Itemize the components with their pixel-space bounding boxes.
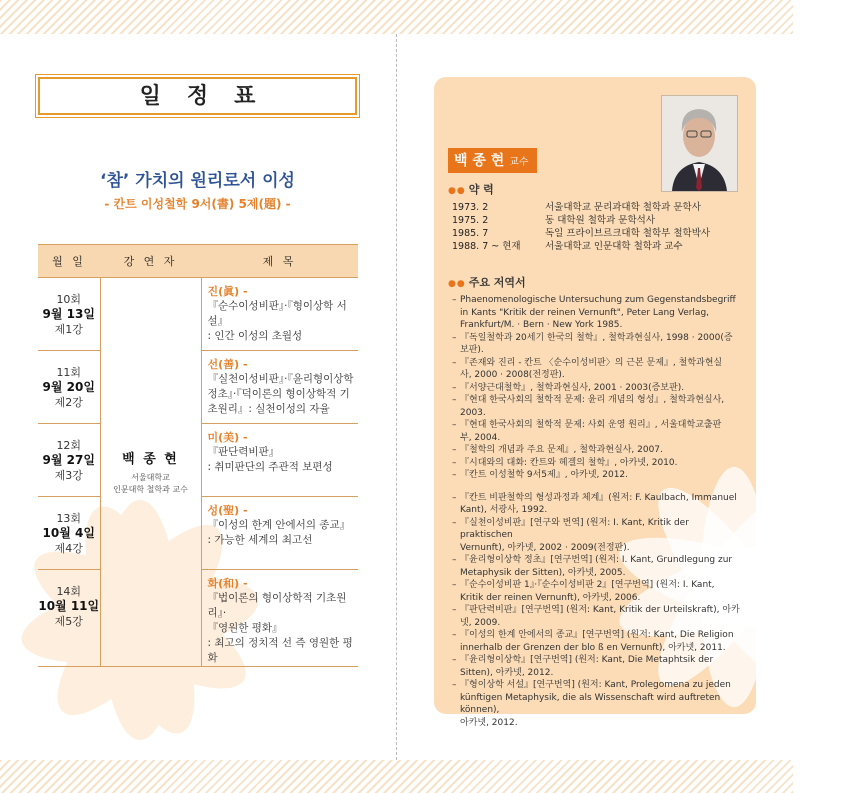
lecturer-name: 백 종 현	[122, 452, 179, 467]
work-entry-text	[460, 554, 732, 579]
work-entry-line: 『형이상학 서설』[연구번역] (원저: Kant, Prolegomena zu jeden	[460, 680, 731, 690]
topic-text-line: 『법이론의 형이상학적 기초원리』·	[207, 592, 347, 619]
topic-text-line: 초원리』: 실천이성의 자율	[207, 403, 330, 415]
dash-bullet-icon: –	[452, 517, 457, 528]
session-topic-cell	[201, 351, 358, 424]
work-entry-text	[460, 517, 744, 555]
dash-bullet-icon: –	[452, 470, 457, 480]
works-heading-text: 주요 저역서	[468, 276, 526, 289]
work-entry	[452, 444, 744, 457]
topic-theme: 성(聖) -	[207, 504, 248, 517]
work-entry-line: 『철학의 개념과 주요 문제』, 철학과현실사, 2007.	[460, 445, 663, 455]
list-item	[452, 240, 710, 253]
work-entry-line: Sitten), 아카넷, 2012.	[460, 667, 554, 678]
topic-text-line: 정초』·『덕이론의 형이상학적 기	[207, 388, 350, 400]
session-date: 10월 4일	[42, 526, 95, 540]
career-desc: 서울대학교 문리과대학 철학과 문학사	[545, 202, 701, 213]
topic-theme: 선(善) -	[207, 358, 248, 371]
decorative-stripe-bottom	[0, 760, 793, 793]
table-row	[38, 278, 358, 351]
work-entry-text	[460, 679, 744, 729]
topic-text-line: : 가능한 세계의 최고선	[207, 534, 313, 546]
dash-bullet-icon: –	[452, 680, 457, 690]
career-desc: 서울대학교 인문대학 철학과 교수	[545, 241, 683, 252]
schedule-table	[38, 244, 358, 667]
work-entry-line: 『서양근대철학』, 철학과현실사, 2001 · 2003(증보판).	[460, 382, 685, 393]
work-entry	[452, 469, 744, 482]
session-topic-cell	[201, 424, 358, 497]
work-entry	[452, 554, 744, 579]
session-date-cell	[38, 351, 100, 424]
career-heading	[448, 181, 494, 197]
dash-bullet-icon: –	[452, 332, 457, 343]
work-entry	[452, 382, 744, 395]
decorative-stripe-top	[0, 0, 793, 34]
work-entry-text	[460, 654, 713, 679]
page-title: 일정표	[38, 77, 357, 115]
work-entry-line: 『칸트 이성철학 9서5제』, 아카넷, 2012.	[460, 470, 629, 480]
work-entry-text	[460, 579, 715, 604]
session-date: 9월 13일	[42, 307, 95, 321]
topic-text-line: 『판단력비판』	[207, 446, 280, 458]
work-entry	[452, 492, 744, 517]
work-entry-text	[460, 469, 628, 482]
career-desc: 동 대학원 철학과 문학석사	[545, 215, 656, 226]
session-number: 10회	[56, 293, 82, 306]
career-year: 1973. 2	[452, 202, 489, 213]
career-heading-text: 약 력	[468, 183, 494, 196]
profile-name-tag	[448, 148, 537, 173]
works-heading	[448, 274, 526, 290]
lecture-number: 제1강	[54, 323, 83, 336]
dash-bullet-icon: –	[452, 445, 457, 455]
dash-bullet-icon: –	[452, 555, 457, 565]
work-entry-text	[460, 419, 721, 444]
work-entry	[452, 629, 744, 654]
work-entry	[452, 654, 744, 679]
work-entry-line: 아카넷, 2012.	[460, 717, 518, 728]
session-number: 13회	[56, 512, 82, 525]
work-entry-line: 『이성의 한계 안에서의 종교』[연구번역] (원저: Kant, Die Religion	[460, 630, 734, 640]
topic-text-line: 『이성의 한계 안에서의 종교』	[207, 519, 351, 531]
work-entry-line: 2003.	[460, 407, 486, 418]
work-entry-text	[460, 357, 722, 382]
dash-bullet-icon: –	[452, 655, 457, 665]
bullet-dots-icon: ●●	[448, 186, 466, 196]
header-date: 월 일	[38, 245, 100, 278]
work-entry	[452, 579, 744, 604]
schedule-header-row	[38, 245, 358, 278]
session-date-cell	[38, 424, 100, 497]
work-entry-text	[460, 394, 724, 419]
page-fold-line	[396, 34, 397, 760]
work-entry-line: 『존재와 진리 - 칸트 〈순수이성비판〉의 근본 문제』, 철학과현실	[460, 357, 723, 368]
dash-bullet-icon: –	[452, 395, 457, 405]
session-date: 9월 20일	[42, 380, 95, 394]
topic-text-line: : 인간 이성의 초월성	[207, 330, 303, 342]
work-entry	[452, 679, 744, 729]
work-entry-line: 『윤리형이상학 정초』[연구번역] (원저: I. Kant, Grundlegung zur	[460, 555, 733, 565]
career-year: 1988. 7 ~ 현재	[452, 241, 521, 252]
work-entry-text	[460, 492, 737, 517]
dash-bullet-icon: –	[452, 630, 457, 640]
profile-name: 백 종 현	[454, 153, 505, 169]
profile-title-suffix: 교수	[509, 157, 529, 168]
session-number: 12회	[56, 439, 82, 452]
topic-text-line: 『영원한 평화』	[207, 622, 283, 634]
work-entry-line: Phaenomenologische Untersuchung zum Gegenstandsbegriff	[460, 295, 736, 305]
work-entry-line: Vernunft), 아카넷, 2002 · 2009(전정판).	[460, 542, 630, 553]
work-entry-text	[460, 294, 736, 332]
header-lecturer: 강 연 자	[100, 245, 201, 278]
lecture-series-title: ‘참’ 가치의 원리로서 이성	[100, 171, 295, 191]
work-entry-text	[460, 457, 677, 470]
work-entry-line: 보판).	[460, 345, 484, 355]
dash-bullet-icon: –	[452, 382, 457, 393]
work-entry-text	[460, 332, 733, 357]
topic-text-line: : 최고의 정치적 선 즉 영원한 평화	[207, 637, 353, 664]
dash-bullet-icon: –	[452, 492, 457, 503]
lecture-number: 제5강	[54, 615, 83, 628]
work-entry	[452, 332, 744, 357]
work-entry	[452, 457, 744, 470]
dash-bullet-icon: –	[452, 580, 457, 590]
work-entry-line: 『현대 한국사회의 철학적 문제: 윤리 개념의 형성』, 철학과현실사,	[460, 395, 725, 405]
topic-theme: 화(和) -	[207, 577, 248, 590]
topic-text-line: : 취미판단의 주관적 보편성	[207, 461, 333, 473]
career-year: 1975. 2	[452, 215, 489, 226]
work-entry-line: 『판단력비판』[연구번역] (원저: Kant, Kritik der Urteilskraft), 아카	[460, 605, 740, 615]
lecturer-affiliation-line: 인문대학 철학과 교수	[113, 485, 188, 494]
work-entry-line: Metaphysik der Sitten), 아카넷, 2005.	[460, 567, 626, 578]
session-topic-cell	[201, 278, 358, 351]
work-entry-text	[460, 604, 740, 629]
dash-bullet-icon: –	[452, 295, 457, 305]
works-group-gap	[452, 482, 744, 492]
list-item	[452, 201, 710, 214]
lecture-number: 제2강	[54, 396, 83, 409]
work-entry-line: 『윤리형이상학』[연구번역] (원저: Kant, Die Metaphtsik der	[460, 655, 714, 665]
list-item	[452, 214, 710, 227]
work-entry-text	[460, 444, 663, 457]
work-entry-line: 『실천이성비판』[연구와 번역] (원저: I. Kant, Kritik der praktischen	[460, 517, 689, 540]
session-date: 9월 27일	[42, 453, 95, 467]
session-number: 11회	[56, 366, 82, 379]
work-entry	[452, 394, 744, 419]
work-entry-line: 사, 2000 · 2008(전정판).	[460, 370, 565, 380]
list-item	[452, 227, 710, 240]
session-topic-cell	[201, 570, 358, 667]
session-date: 10월 11일	[38, 599, 100, 613]
header-topic: 제 목	[201, 245, 358, 278]
work-entry-line: 넷, 2009.	[460, 617, 501, 628]
work-entry	[452, 517, 744, 555]
lecture-number: 제3강	[54, 469, 83, 482]
work-entry-line: 『순수이성비판 1』·『순수이성비판 2』[연구번역] (원저: I. Kant,	[460, 580, 715, 590]
session-number: 14회	[56, 585, 82, 598]
topic-theme: 미(美) -	[207, 431, 248, 444]
work-entry	[452, 357, 744, 382]
works-list	[452, 294, 744, 729]
dash-bullet-icon: –	[452, 420, 457, 430]
lecturer-cell	[100, 278, 201, 667]
session-date-cell	[38, 497, 100, 570]
lecture-number: 제4강	[54, 542, 83, 555]
topic-theme: 진(眞) -	[207, 285, 248, 298]
work-entry	[452, 294, 744, 332]
work-entry-line: 『독일철학과 20세기 한국의 철학』, 철학과현실사, 1998 · 2000(증	[460, 332, 733, 343]
session-topic-cell	[201, 497, 358, 570]
work-entry-line: künftigen Metaphysik, die als Wissenschaft wird auftreten können),	[460, 692, 721, 715]
work-entry-text	[460, 629, 734, 654]
session-date-cell	[38, 570, 100, 667]
lecturer-affiliation-line: 서울대학교	[131, 473, 170, 482]
work-entry-line: 『현대 한국사회의 철학적 문제: 사회 운영 원리』, 서울대학교출판	[460, 420, 722, 430]
work-entry-line: innerhalb der Grenzen der blo ß en Vernunft), 아카넷, 2011.	[460, 642, 726, 653]
topic-text-line: 『순수이성비판』·『형이상학 서설』	[207, 300, 347, 327]
work-entry-line: in Kants "Kritik der reinen Vernunft", Peter Lang Verlag,	[460, 307, 710, 318]
career-list	[452, 201, 710, 253]
work-entry	[452, 604, 744, 629]
dash-bullet-icon: –	[452, 357, 457, 368]
session-date-cell	[38, 278, 100, 351]
topic-text-line: 『실천이성비판』·『윤리형이상학	[207, 373, 354, 385]
lecture-series-subtitle: - 칸트 이성철학 9서(書) 5제(題) -	[104, 197, 291, 211]
work-entry-text	[460, 382, 684, 395]
work-entry-line: 『칸트 비판철학의 형성과정과 체계』(원저: F. Kaulbach, Immanuel	[460, 492, 737, 503]
work-entry-line: 부, 2004.	[460, 432, 501, 443]
work-entry-line: Kant), 서광사, 1992.	[460, 505, 548, 515]
career-year: 1985. 7	[452, 228, 489, 239]
profile-panel	[434, 77, 756, 728]
work-entry-line: Kritik der reinen Vernunft), 아카넷, 2006.	[460, 592, 641, 603]
portrait-photo	[661, 95, 738, 192]
career-desc: 독일 프라이브르크대학 철학부 철학박사	[545, 228, 711, 239]
work-entry-line: 『시대와의 대화: 칸트와 헤겔의 철학』, 아카넷, 2010.	[460, 457, 678, 468]
dash-bullet-icon: –	[452, 605, 457, 615]
work-entry-line: Frankfurt/M. · Bern · New York 1985.	[460, 320, 623, 330]
dash-bullet-icon: –	[452, 457, 457, 468]
work-entry	[452, 419, 744, 444]
bullet-dots-icon: ●●	[448, 279, 466, 289]
